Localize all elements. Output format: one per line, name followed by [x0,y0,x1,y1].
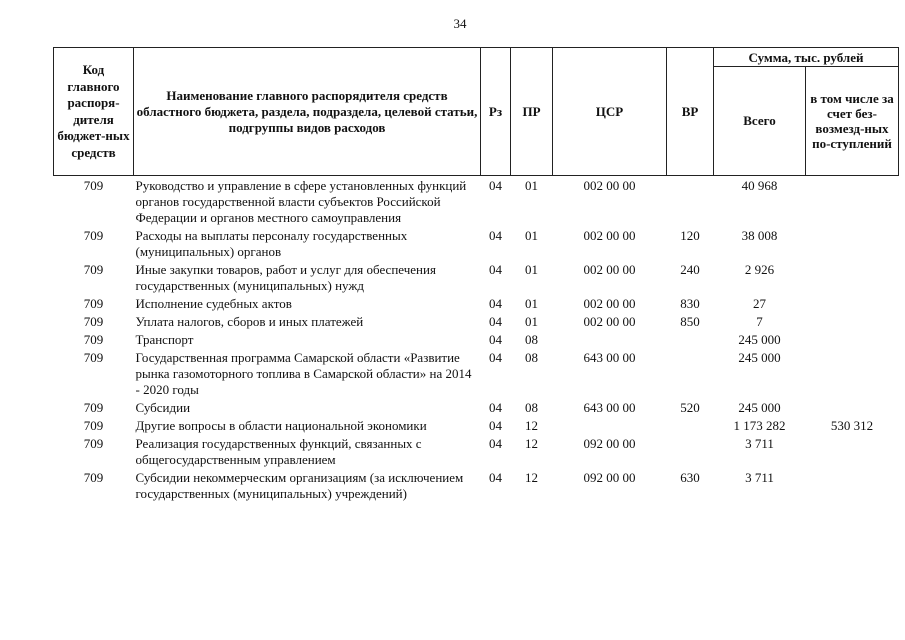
row-pr: 08 [525,350,538,365]
row-including [806,400,899,418]
row-vr [667,332,714,350]
table-row [54,262,899,296]
header-pr: ПР [511,48,553,176]
row-pr: 01 [525,296,538,311]
row-pr: 01 [525,228,538,243]
row-pr: 12 [525,470,538,485]
row-total: 3 711 [745,470,774,485]
row-rz: 04 [489,228,502,243]
row-including [806,470,899,504]
row-vr: 630 [680,470,700,485]
row-rz: 04 [489,470,502,485]
row-code: 709 [83,262,104,277]
row-name: Иные закупки товаров, работ и услуг для обеспечения государственных (муниципальных) нужд [135,262,436,293]
table-row [54,400,899,418]
row-csr: 002 00 00 [583,296,636,311]
row-name: Субсидии [135,400,191,415]
row-name: Другие вопросы в области национальной экономики [135,418,427,433]
row-total: 40 968 [741,178,778,193]
row-code: 709 [83,470,104,485]
header-total: Всего [714,67,806,176]
row-pr: 08 [525,332,538,347]
row-pr: 08 [525,400,538,415]
row-name: Государственная программа Самарской области «Развитие рынка газомоторного топлива в Самарской области» на 2014 - 2020 годы [135,350,472,397]
row-csr: 643 00 00 [583,350,636,365]
row-including [806,296,899,314]
row-rz: 04 [489,350,502,365]
row-code: 709 [83,400,104,415]
row-code: 709 [83,296,104,311]
row-code: 709 [83,178,104,193]
row-total: 38 008 [741,228,778,243]
row-code: 709 [83,228,104,243]
header-name: Наименование главного распорядителя средств областного бюджета, раздела, подраздела, целевой статьи, подгруппы видов расходов [134,48,481,176]
row-vr [667,350,714,400]
header-code: Код главного распоря-дителя бюджет-ных средств [54,48,134,176]
row-pr: 01 [525,314,538,329]
row-pr: 12 [525,418,538,433]
table-row [54,332,899,350]
row-csr: 002 00 00 [583,178,636,193]
table-row [54,314,899,332]
row-name: Субсидии некоммерческим организациям (за исключением государственных (муниципальных) учреждений) [135,470,464,501]
row-code: 709 [83,350,104,365]
row-pr: 12 [525,436,538,451]
table-row [54,176,899,229]
row-csr [553,418,667,436]
row-including [806,262,899,296]
row-including [806,228,899,262]
budget-table [53,47,899,504]
row-code: 709 [83,314,104,329]
row-csr: 002 00 00 [583,262,636,277]
row-vr [667,436,714,470]
row-rz: 04 [489,400,502,415]
row-csr: 092 00 00 [583,436,636,451]
row-vr: 520 [680,400,700,415]
row-name: Уплата налогов, сборов и иных платежей [135,314,364,329]
table-row [54,296,899,314]
table-row [54,470,899,504]
row-rz: 04 [489,332,502,347]
row-including [806,350,899,400]
row-total: 1 173 282 [733,418,786,433]
row-total: 245 000 [738,400,781,415]
table-header [54,48,899,176]
row-csr: 002 00 00 [583,228,636,243]
page-number: 34 [453,16,467,31]
row-total: 27 [753,296,766,311]
table-body [54,176,899,505]
row-vr: 240 [680,262,700,277]
table-row [54,436,899,470]
row-total: 245 000 [738,332,781,347]
row-code: 709 [83,436,104,451]
row-vr: 830 [680,296,700,311]
row-csr [553,332,667,350]
row-csr: 092 00 00 [583,470,636,485]
row-vr [667,176,714,229]
row-total: 2 926 [744,262,775,277]
row-csr: 643 00 00 [583,400,636,415]
row-vr [667,418,714,436]
row-total: 7 [756,314,763,329]
row-total: 3 711 [745,436,774,451]
row-name: Транспорт [135,332,194,347]
header-rz: Рз [481,48,511,176]
row-rz: 04 [489,178,502,193]
header-csr: ЦСР [553,48,667,176]
row-rz: 04 [489,262,502,277]
table-row [54,350,899,400]
row-csr: 002 00 00 [583,314,636,329]
row-name: Руководство и управление в сфере установленных функций органов государственной власти субъектов Российской Федерации и органов местного самоуправления [135,178,467,225]
row-code: 709 [83,418,104,433]
header-including: в том числе за счет без-возмезд-ных по-ступлений [806,67,899,176]
row-rz: 04 [489,296,502,311]
row-code: 709 [83,332,104,347]
row-name: Исполнение судебных актов [135,296,292,311]
row-rz: 04 [489,436,502,451]
row-rz: 04 [489,314,502,329]
table-row [54,228,899,262]
header-sum-group: Сумма, тыс. рублей [714,48,899,67]
row-total: 245 000 [738,350,781,365]
row-pr: 01 [525,262,538,277]
row-including [806,332,899,350]
row-name: Расходы на выплаты персоналу государственных (муниципальных) органов [135,228,408,259]
row-pr: 01 [525,178,538,193]
row-rz: 04 [489,418,502,433]
row-including [806,314,899,332]
row-vr: 120 [680,228,700,243]
table-row [54,418,899,436]
row-including [806,436,899,470]
row-including [806,176,899,229]
row-name: Реализация государственных функций, связанных с общегосударственным управлением [135,436,422,467]
row-vr: 850 [680,314,700,329]
header-vr: ВР [667,48,714,176]
row-including: 530 312 [830,418,874,433]
